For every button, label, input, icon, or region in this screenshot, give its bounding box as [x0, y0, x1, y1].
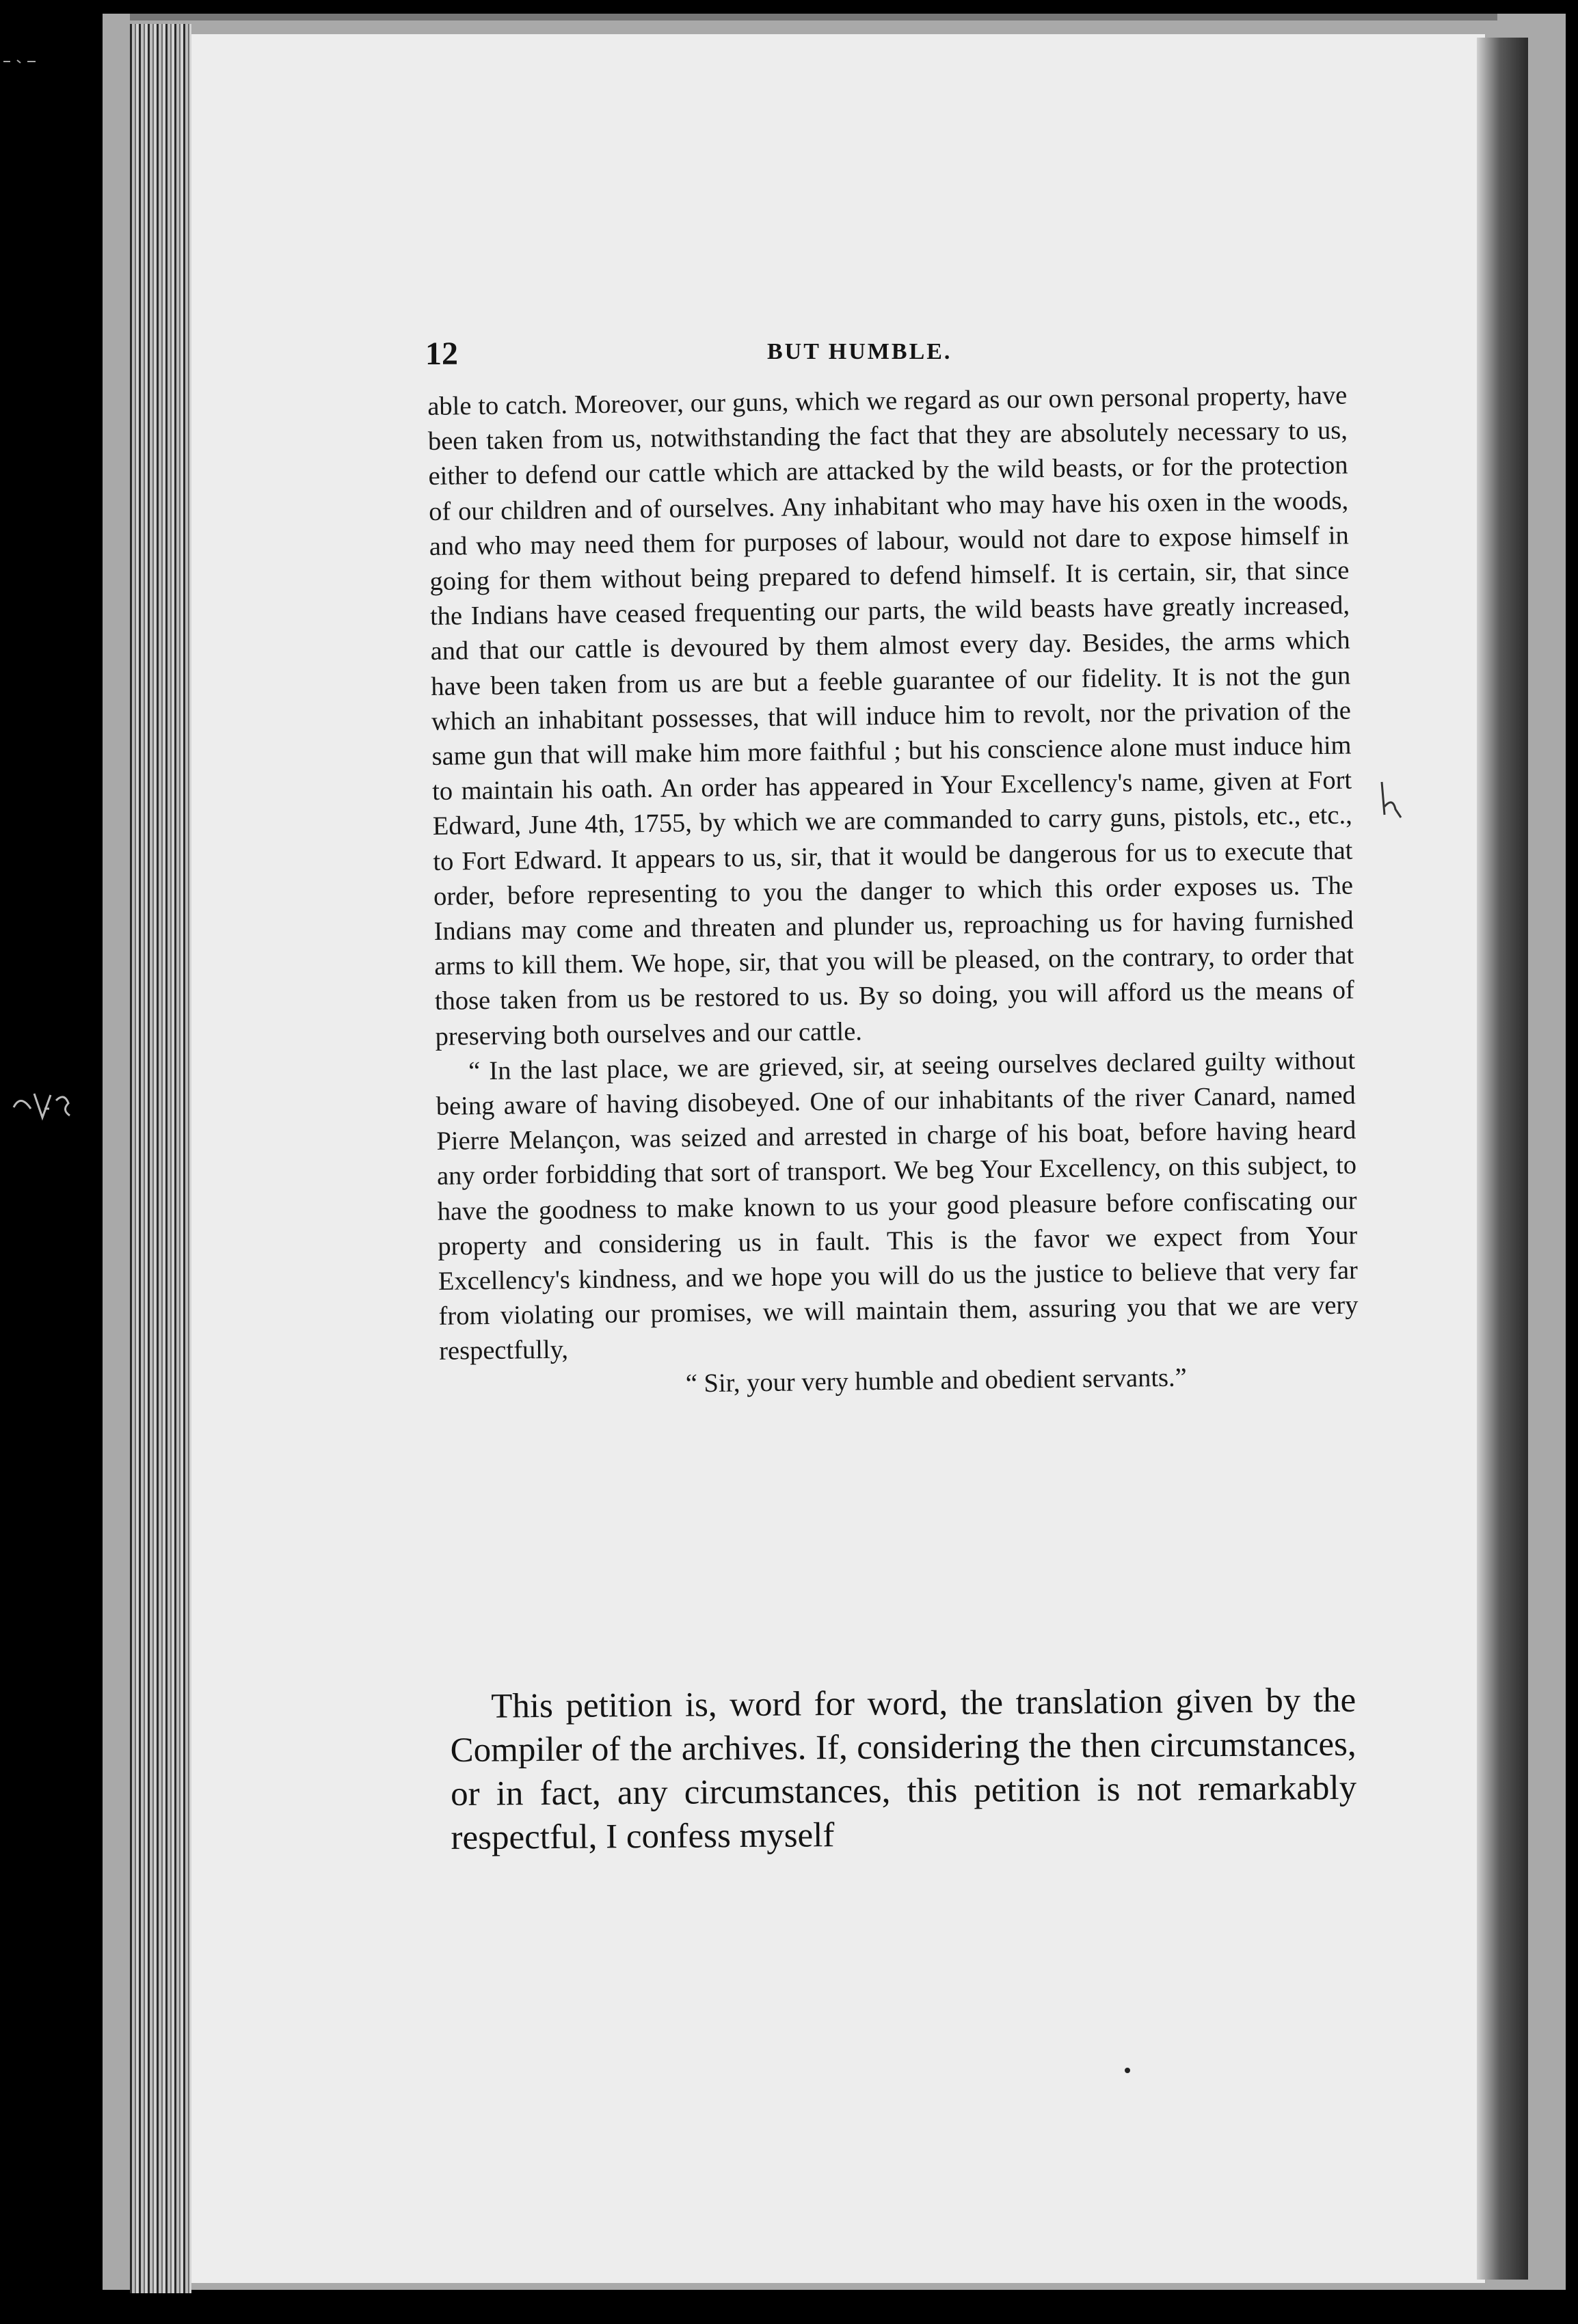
closing-line: “ Sir, your very humble and obedient servants.” — [685, 1363, 1187, 1399]
spine-shadow — [1477, 38, 1528, 2280]
running-head: BUT HUMBLE. — [767, 339, 952, 364]
commentary-text — [450, 1679, 1357, 1860]
page-number: 12 — [425, 336, 458, 372]
page-header — [425, 335, 1348, 376]
margin-pencil-mark — [1378, 779, 1405, 820]
paragraph-2: “ In the last place, we are grieved, sir, at seeing ourselves declared guilty without being aware of having disobeyed. One of our inhabitants of the river Canard, named Pierre Melançon, was seized and arrested in charge of his boat, before having heard any order forbidding that sort of transport. We beg Your Excellency, on this subject, to have the goodness to make known to us your good pleasure before confiscating our property and considering us in fault. This is the favor we expect from Your Excellency's kindness, and we hope you will do us the justice to believe that very far from violating our promises, we will maintain them, assuring you that we are very respectfully, — [436, 1046, 1359, 1366]
paragraph-3: This petition is, word for word, the translation given by the Compiler of the archives. If, considering the then circumstances, or in fact, any circumstances, this petition is not remarkably respectful, I confess myself — [450, 1681, 1357, 1857]
left-margin-mark — [7, 1080, 82, 1128]
page-edges-left — [130, 24, 191, 2293]
corner-mark — [0, 55, 41, 68]
petition-text — [427, 379, 1359, 1405]
top-page-edge — [130, 14, 1497, 21]
paragraph-1: able to catch. Moreover, our guns, which we regard as our own personal property, have been taken from us, notwithstanding the fact that they are absolutely necessary to us, either to defend our cattle which are attacked by the wild beasts, or for the protection of our children and of ourselves. Any inhabitant who may have his oxen in the woods, and who may need them for purposes of labour, would not dare to expose himself in going for them without being prepared to defend himself. It is certain, sir, that since the Indians have ceased frequenting our parts, the wild beasts have greatly increased, and that our cattle is devoured by them almost every day. Besides, the arms which have been taken from us are but a feeble guarantee of our fidelity. It is not the gun which an inhabitant possesses, that will induce him to revolt, nor the privation of the same gun that will make him more faithful ; but his conscience alone must induce him to maintain his oath. An order has appeared in Your Excellency's name, given at Fort Edward, June 4th, 1755, by which we are commanded to carry guns, pistols, etc., etc., to Fort Edward. It appears to us, sir, that it would be dangerous for us to execute that order, before representing to you the danger to which this order exposes us. The Indians may come and threaten and plunder us, reproaching us for having furnished arms to kill them. We hope, sir, that you will be pleased, on the contrary, to order that those taken from us be restored to us. By so doing, you will afford us the means of preserving both ourselves and our cattle. — [427, 381, 1355, 1051]
stray-dot — [1125, 2068, 1130, 2073]
